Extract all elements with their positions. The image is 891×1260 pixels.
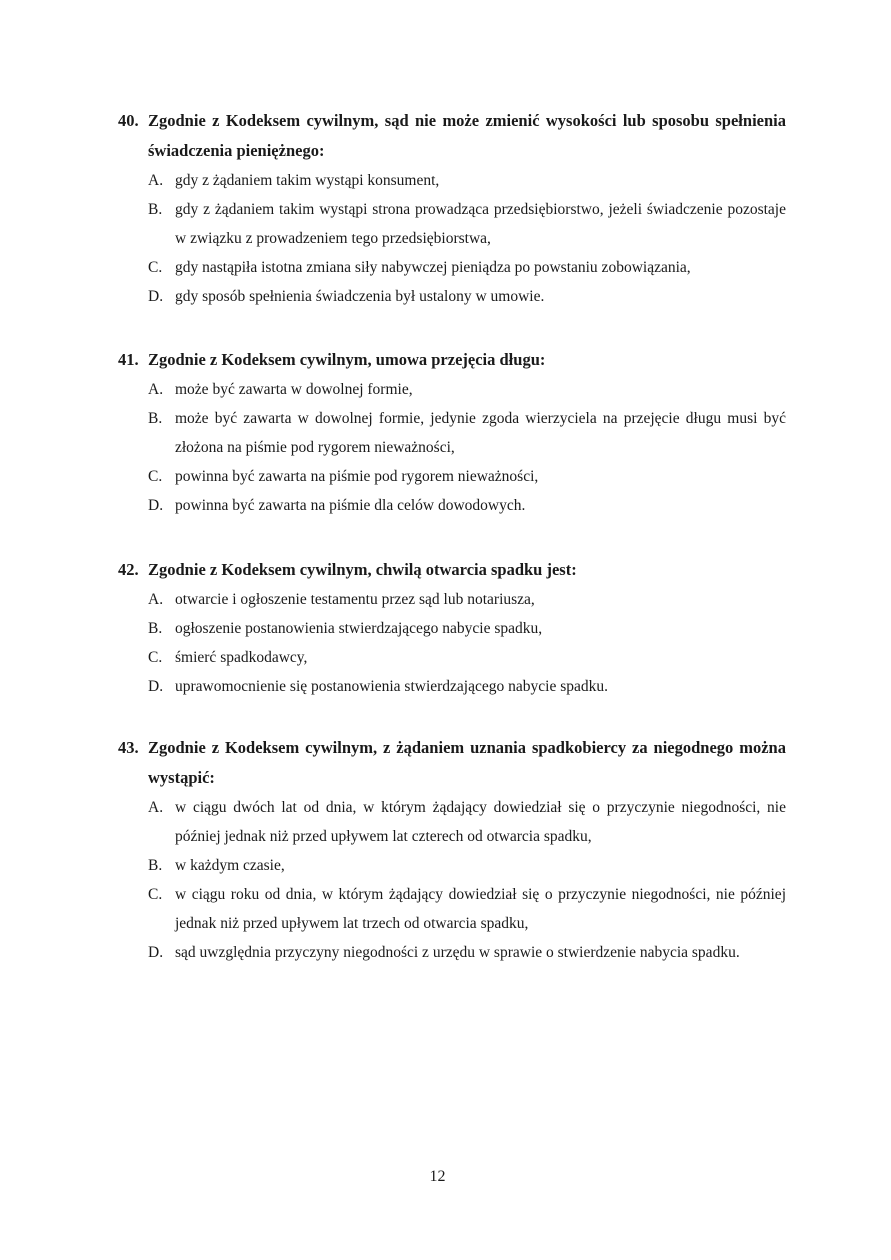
option-text: w ciągu dwóch lat od dnia, w którym żądający dowiedział się o przyczynie niegodności, nie później jednak niż przed upływem lat czterech od otwarcia spadku, [175,799,786,845]
question-number: 42. [118,560,139,579]
question-number: 41. [118,350,139,369]
option-letter: C. [148,468,163,485]
option-letter: A. [148,591,164,608]
option-letter: B. [148,857,163,874]
answer-options [148,585,786,701]
question-42 [118,555,786,701]
question-text: Zgodnie z Kodeksem cywilnym, sąd nie może zmienić wysokości lub sposobu spełnienia świadczenia pieniężnego: [148,111,786,160]
answer-option-c [148,253,786,282]
page-number: 12 [429,1168,446,1185]
answer-option-a [148,585,786,614]
option-text: gdy z żądaniem takim wystąpi strona prowadząca przedsiębiorstwo, jeżeli świadczenie pozostaje w związku z prowadzeniem tego przedsiębiorstwa, [175,201,786,247]
answer-option-b [148,614,786,643]
option-letter: B. [148,410,163,427]
question-text: Zgodnie z Kodeksem cywilnym, umowa przejęcia długu: [148,350,546,369]
answer-option-b [148,195,786,253]
question-number: 43. [118,738,139,757]
option-letter: B. [148,201,163,218]
answer-options [148,166,786,311]
answer-option-b [148,404,786,462]
question-header [118,733,786,793]
option-letter: D. [148,678,164,695]
option-letter: A. [148,799,164,816]
option-letter: C. [148,649,163,666]
answer-options [148,793,786,967]
option-text: powinna być zawarta na piśmie dla celów dowodowych. [175,497,526,514]
option-text: może być zawarta w dowolnej formie, [175,381,413,398]
option-letter: A. [148,381,164,398]
question-text: Zgodnie z Kodeksem cywilnym, z żądaniem uznania spadkobiercy za niegodnego można wystąpić: [148,738,786,787]
question-40 [118,106,786,311]
question-number: 40. [118,111,139,130]
option-text: w ciągu roku od dnia, w którym żądający dowiedział się o przyczynie niegodności, nie później jednak niż przed upływem lat trzech od otwarcia spadku, [175,886,786,932]
option-letter: C. [148,259,163,276]
question-text: Zgodnie z Kodeksem cywilnym, chwilą otwarcia spadku jest: [148,560,577,579]
option-text: może być zawarta w dowolnej formie, jedynie zgoda wierzyciela na przejęcie długu musi być złożona na piśmie pod rygorem nieważności, [175,410,786,456]
answer-options [148,375,786,520]
option-letter: D. [148,497,164,514]
option-text: w każdym czasie, [175,857,285,874]
answer-option-b [148,851,786,880]
answer-option-d [148,282,786,311]
option-text: powinna być zawarta na piśmie pod rygorem nieważności, [175,468,539,485]
answer-option-c [148,462,786,491]
question-header [118,555,786,585]
answer-option-d [148,672,786,701]
answer-option-c [148,880,786,938]
answer-option-c [148,643,786,672]
answer-option-d [148,491,786,520]
option-text: gdy nastąpiła istotna zmiana siły nabywczej pieniądza po powstaniu zobowiązania, [175,259,691,276]
option-text: ogłoszenie postanowienia stwierdzającego nabycie spadku, [175,620,543,637]
option-text: uprawomocnienie się postanowienia stwierdzającego nabycie spadku. [175,678,608,695]
answer-option-a [148,166,786,195]
option-letter: D. [148,944,164,961]
option-letter: A. [148,172,164,189]
option-text: gdy z żądaniem takim wystąpi konsument, [175,172,440,189]
option-text: otwarcie i ogłoszenie testamentu przez sąd lub notariusza, [175,591,535,608]
answer-option-a [148,793,786,851]
question-43 [118,733,786,967]
question-41 [118,345,786,520]
option-letter: C. [148,886,163,903]
option-text: sąd uwzględnia przyczyny niegodności z urzędu w sprawie o stwierdzenie nabycia spadku. [175,944,740,961]
option-text: gdy sposób spełnienia świadczenia był ustalony w umowie. [175,288,545,305]
answer-option-a [148,375,786,404]
question-header [118,345,786,375]
option-letter: D. [148,288,164,305]
question-header [118,106,786,166]
answer-option-d [148,938,786,967]
option-text: śmierć spadkodawcy, [175,649,308,666]
option-letter: B. [148,620,163,637]
